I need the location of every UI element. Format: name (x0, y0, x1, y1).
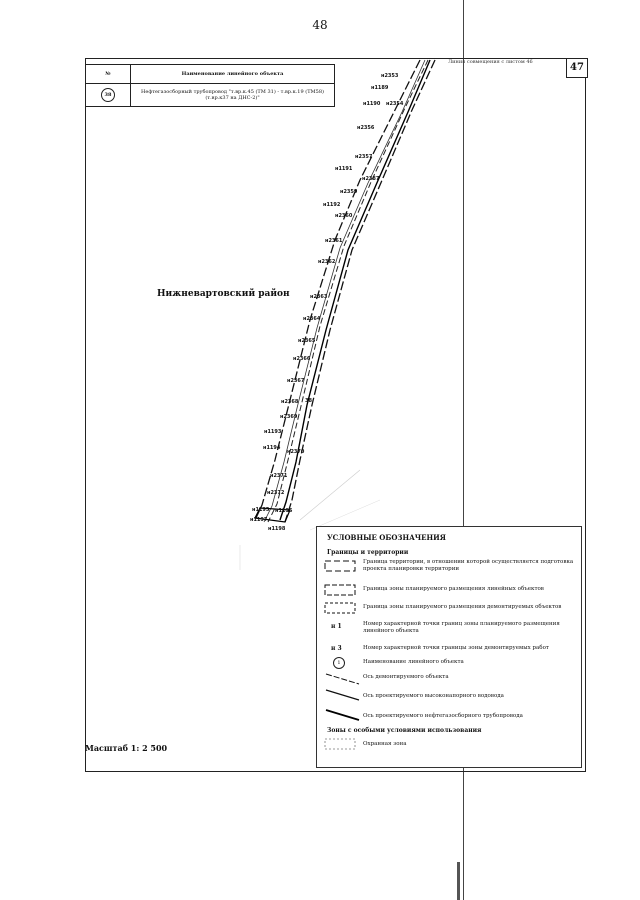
legend-item-protection-zone: Охранная зона (363, 741, 407, 747)
legend-item-demolished-axis: Ось демонтируемого объекта (363, 674, 449, 680)
point-label: н1189 (371, 85, 389, 91)
legend-item-point-number: Номер характерной точки границ зоны планируемого размещения линейного объекта (363, 621, 560, 634)
point-label: н2368 (281, 399, 299, 405)
legend-symbol-protection-zone (323, 737, 359, 751)
point-label: н2360 (335, 213, 353, 219)
legend-item-demolition-point: Номер характерной точки границы зоны демонтируемых работ (363, 645, 549, 651)
point-label: н2367 (287, 378, 305, 384)
legend-symbol-demolished-axis (323, 671, 363, 687)
legend-symbol-demolition-point: н 3 (331, 645, 342, 652)
legend-item-object-name: Наименование линейного объекта (363, 659, 464, 665)
point-label: н2357 (355, 154, 373, 160)
district-label: Нижневартовский район (157, 289, 290, 299)
point-label: н2369 (280, 414, 298, 420)
legend-section-borders: Границы и территории (327, 549, 409, 556)
col-name: Наименование линейного объекта (131, 65, 335, 84)
sheet-number-badge: 47 (566, 58, 588, 78)
point-label: н1195 (252, 507, 270, 513)
legend-item-oil-axis: Ось проектируемого нефтегазосборного трубопровода (363, 713, 523, 719)
point-label: н2365 (298, 338, 316, 344)
object-number-circle: 38 (101, 88, 115, 102)
point-label: н1193 (264, 429, 282, 435)
point-label: н1190 (363, 101, 381, 107)
point-label: н1196 (275, 508, 293, 514)
point-label: 38 (305, 398, 312, 404)
point-label: н2354 (386, 101, 404, 107)
legend-symbol-point-number: н 1 (331, 623, 342, 630)
point-label: н2356 (357, 125, 375, 131)
point-label: н2372 (267, 490, 285, 496)
legend-symbol-oil-axis (323, 707, 363, 723)
legend-symbol-linear-zone (323, 583, 359, 597)
point-label: н2370 (287, 449, 305, 455)
legend-symbol-object-circle: 1 (333, 657, 345, 669)
legend-item-territory: Граница территории, в отношении которой осуществляется подготовка проекта планировки территории (363, 559, 574, 572)
point-label: н2371 (270, 473, 288, 479)
legend-title: УСЛОВНЫЕ ОБОЗНАЧЕНИЯ (327, 533, 446, 542)
point-label: н1192 (323, 202, 341, 208)
legend-symbol-water-axis (323, 687, 363, 703)
legend-item-demolition-zone: Граница зоны планируемого размещения демонтируемых объектов (363, 604, 562, 610)
point-label: н2353 (381, 73, 399, 79)
point-label: н1194 (263, 445, 281, 451)
page-number: 48 (312, 18, 328, 32)
match-line-note: Линия совмещения с листом 46 (448, 59, 533, 65)
point-label: н2364 (303, 316, 321, 322)
col-number: № (86, 65, 131, 84)
row-name-line1: Нефтегазосборный трубопровод "т.вр.к.45 (ТМ 31) - т.вр.к.19 (ТМ58) (141, 89, 324, 95)
point-label: н2361 (325, 238, 343, 244)
legend-symbol-territory-border (323, 559, 359, 573)
legend-item-water-axis: Ось проектируемого высоконапорного водовода (363, 693, 504, 699)
point-label: н2363 (310, 294, 328, 300)
scale-label: Масштаб 1: 2 500 (85, 743, 168, 753)
point-label: н1197 (250, 517, 268, 523)
point-label: н2387 (362, 176, 380, 182)
point-label: н2366 (293, 356, 311, 362)
point-label: н1198 (268, 526, 286, 532)
legend (316, 526, 582, 768)
point-label: н1191 (335, 166, 353, 172)
point-label: н2359 (340, 189, 358, 195)
row-name-line2: (т.вр.к37 на ДНС-2)" (205, 95, 260, 101)
point-label: н2362 (318, 259, 336, 265)
legend-section-special-zones: Зоны с особыми условиями использования (327, 727, 482, 734)
legend-symbol-demolition-zone (323, 601, 359, 615)
legend-item-linear-zone: Граница зоны планируемого размещения линейных объектов (363, 586, 544, 592)
